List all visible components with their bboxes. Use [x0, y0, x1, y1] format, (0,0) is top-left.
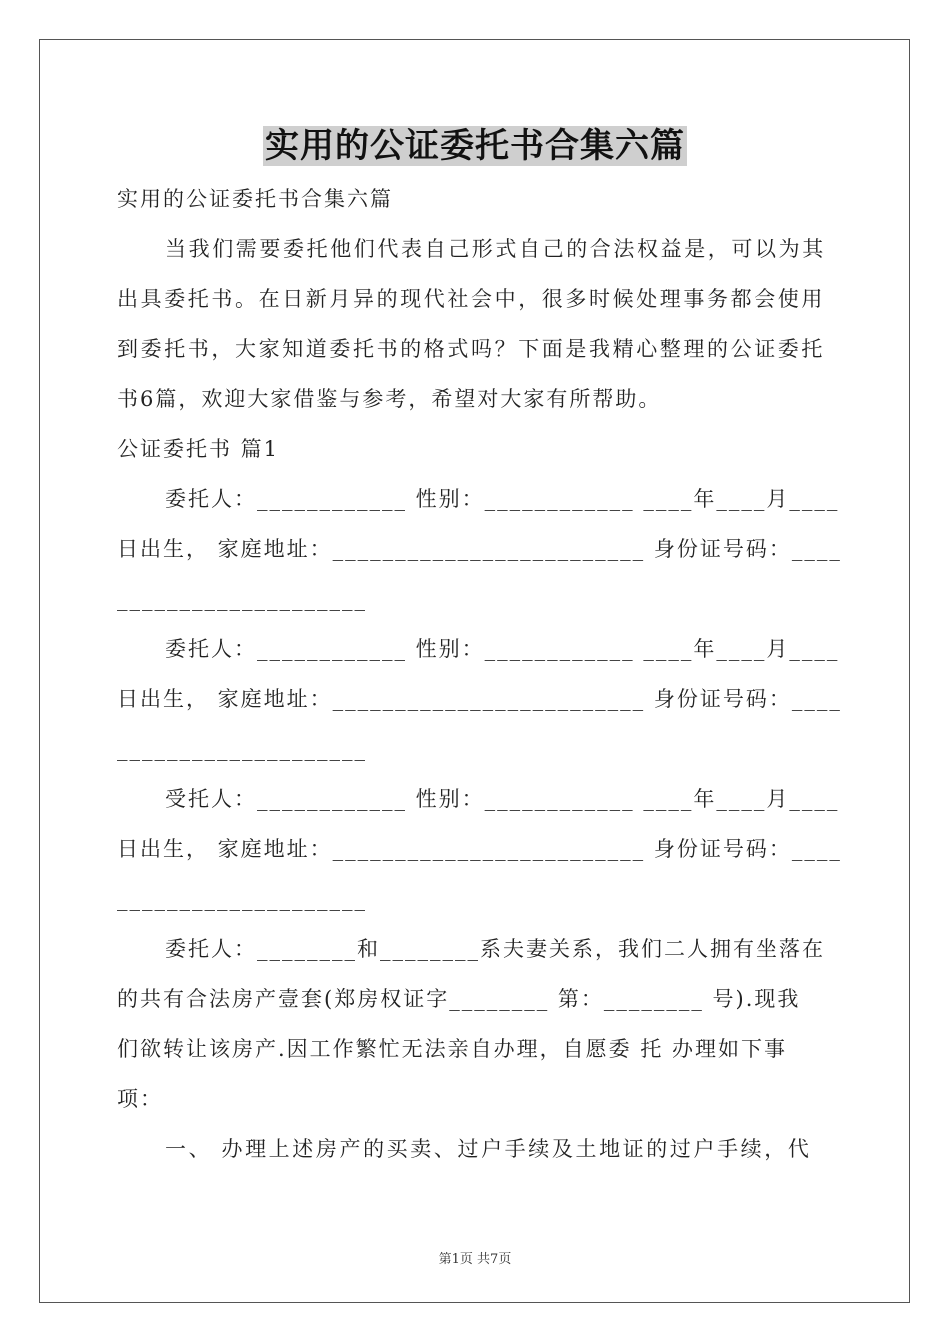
party-2-line-2: 日出生， 家庭地址：_________________________ 身份证号码：____ [117, 687, 842, 711]
title-wrap [0, 126, 950, 166]
intro-line-4: 书6篇，欢迎大家借鉴与参考，希望对大家有所帮助。 [117, 387, 662, 411]
document-subtitle: 实用的公证委托书合集六篇 [117, 187, 393, 211]
intro-line-2: 出具委托书。在日新月异的现代社会中，很多时候处理事务都会使用 [117, 287, 825, 311]
party-1-line-1: 委托人：____________ 性别：____________ ____年____月____ [165, 487, 840, 511]
party-2-line-3: ____________________ [117, 737, 367, 761]
party-1-line-3: ____________________ [117, 587, 367, 611]
party-2-line-1: 委托人：____________ 性别：____________ ____年____月____ [165, 637, 840, 661]
party-3-line-2: 日出生， 家庭地址：_________________________ 身份证号码：____ [117, 837, 842, 861]
party-1-line-2: 日出生， 家庭地址：_________________________ 身份证号码：____ [117, 537, 842, 561]
body-line-3: 们欲转让该房产.因工作繁忙无法亲自办理，自愿委 托 办理如下事 [117, 1037, 788, 1061]
body-line-1: 委托人：________和________系夫妻关系，我们二人拥有坐落在 [165, 937, 825, 961]
party-3-line-1: 受托人：____________ 性别：____________ ____年____月____ [165, 787, 840, 811]
intro-line-3: 到委托书，大家知道委托书的格式吗？下面是我精心整理的公证委托 [117, 337, 825, 361]
intro-line-1: 当我们需要委托他们代表自己形式自己的合法权益是，可以为其 [165, 237, 826, 261]
party-3-line-3: ____________________ [117, 887, 367, 911]
page-footer: 第1页 共7页 [438, 1252, 512, 1267]
body-line-4: 项： [117, 1087, 163, 1111]
body-line-5: 一、 办理上述房产的买卖、过户手续及土地证的过户手续，代 [165, 1137, 812, 1161]
section-heading: 公证委托书 篇1 [117, 437, 280, 461]
body-line-2: 的共有合法房产壹套(郑房权证字________ 第：________ 号).现我 [117, 987, 801, 1011]
document-title: 实用的公证委托书合集六篇 [265, 126, 685, 166]
